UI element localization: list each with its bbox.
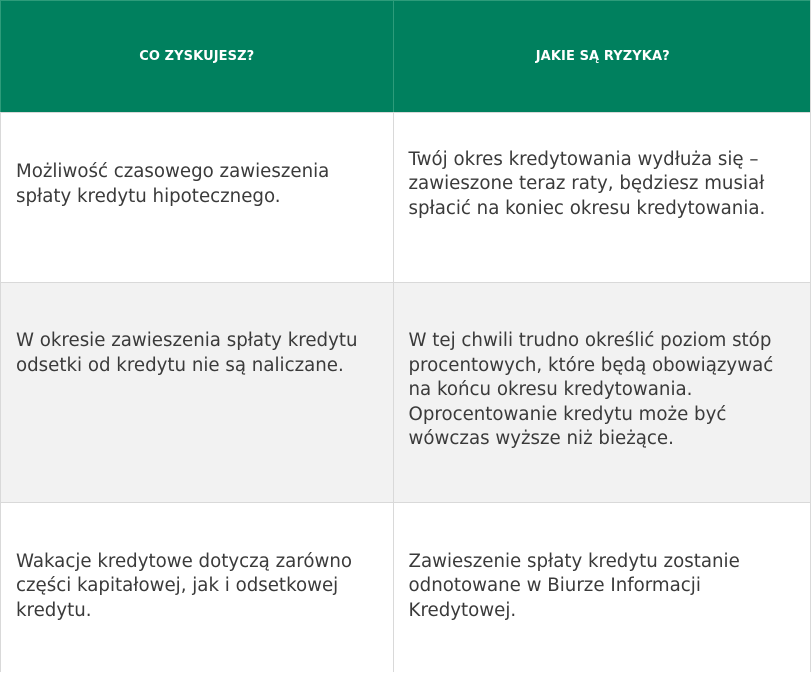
table-row: [0, 282, 810, 502]
risk-cell: [393, 282, 810, 502]
header-gains-label: CO ZYSKUJESZ?: [139, 49, 255, 64]
header-risks: [393, 0, 810, 112]
risk-text: Twój okres kredytowania wydłuża się – zawieszone teraz raty, będziesz musiał spłacić na koniec okresu kredytowania.: [408, 148, 766, 219]
risk-text: Zawieszenie spłaty kredytu zostanie odnotowane w Biurze Informacji Kredytowej.: [408, 550, 740, 621]
table-header-row: [0, 0, 810, 112]
table-row: [0, 502, 810, 672]
header-gains: [0, 0, 393, 112]
header-risks-label: JAKIE SĄ RYZYKA?: [535, 49, 670, 64]
risk-text: W tej chwili trudno określić poziom stóp procentowych, które będą obowiązywać na końcu okresu kredytowania. Oprocentowanie kredytu może być wówczas wyższe niż bieżące.: [408, 330, 774, 449]
gain-cell: [0, 502, 393, 672]
risk-cell: [393, 112, 810, 282]
gain-cell: [0, 112, 393, 282]
gain-text: Wakacje kredytowe dotyczą zarówno części kapitałowej, jak i odsetkowej kredytu.: [16, 550, 353, 621]
gain-text: W okresie zawieszenia spłaty kredytu odsetki od kredytu nie są naliczane.: [16, 330, 358, 376]
gain-text: Możliwość czasowego zawieszenia spłaty kredytu hipotecznego.: [16, 161, 330, 207]
gain-cell: [0, 282, 393, 502]
risk-cell: [393, 502, 810, 672]
table-row: [0, 112, 810, 282]
